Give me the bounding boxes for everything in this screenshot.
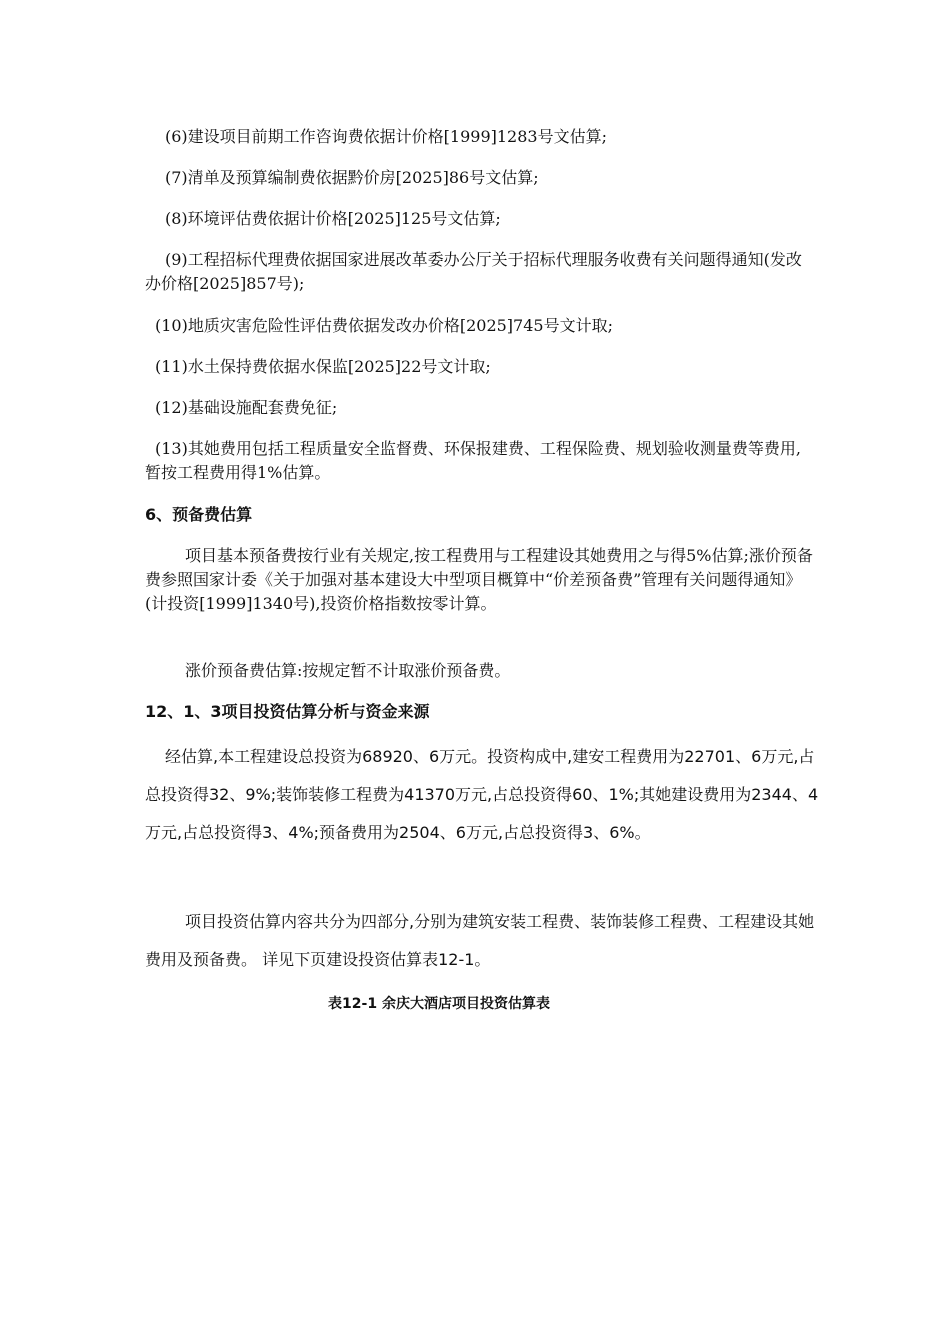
section-heading: 12、1、3项目投资估算分析与资金来源 — [145, 702, 430, 721]
list-item: (7)清单及预算编制费依据黔价房[2025]86号文估算; — [165, 168, 539, 187]
list-item: (11)水土保持费依据水保监[2025]22号文计取; — [155, 357, 491, 376]
list-item: (6)建设项目前期工作咨询费依据计价格[1999]1283号文估算; — [165, 127, 607, 146]
list-item: (8)环境评估费依据计价格[2025]125号文估算; — [165, 209, 501, 228]
paragraph: 项目投资估算内容共分为四部分,分别为建筑安装工程费、装饰装修工程费、工程建设其她费用及预备费。 详见下页建设投资估算表12-1。 — [145, 912, 815, 969]
paragraph: 涨价预备费估算:按规定暂不计取涨价预备费。 — [185, 661, 511, 680]
paragraph: 经估算,本工程建设总投资为68920、6万元。投资构成中,建安工程费用为22701、6万元,占总投资得32、9%;装饰装修工程费为41370万元,占总投资得60、1%;其她建设费用为2344、4万元,占总投资得3、4%;预备费用为2504、6万元,占总投资得3、6%。 — [145, 747, 819, 842]
section-heading: 6、预备费估算 — [145, 505, 253, 524]
paragraph: 项目基本预备费按行业有关规定,按工程费用与工程建设其她费用之与得5%估算;涨价预备费参照国家计委《关于加强对基本建设大中型项目概算中“价差预备费”管理有关问题得通知》(计投资[1999]1340号),投资价格指数按零计算。 — [145, 546, 813, 613]
list-item: (12)基础设施配套费免征; — [155, 398, 338, 417]
table-caption: 表12-1 余庆大酒店项目投资估算表 — [328, 996, 550, 1012]
list-item: (10)地质灾害危险性评估费依据发改办价格[2025]745号文计取; — [155, 316, 613, 335]
list-item: (9)工程招标代理费依据国家进展改革委办公厅关于招标代理服务收费有关问题得通知(发改办价格[2025]857号); — [145, 250, 802, 293]
list-item: (13)其她费用包括工程质量安全监督费、环保报建费、工程保险费、规划验收测量费等费用,暂按工程费用得1%估算。 — [145, 439, 801, 482]
